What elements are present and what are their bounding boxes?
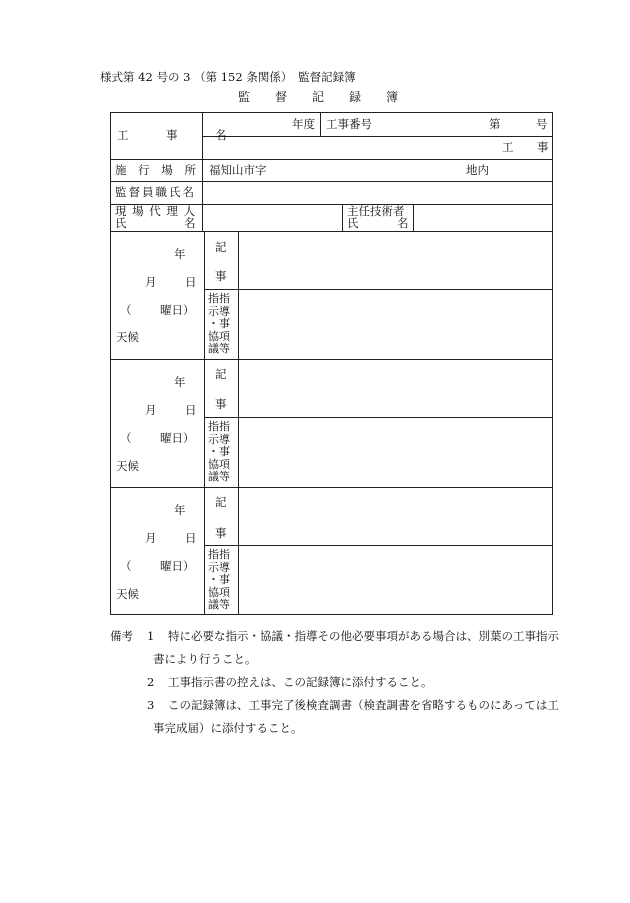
record-label-2: 事 [215, 526, 227, 540]
year-label: 年 [174, 247, 186, 261]
weekday-open: （ [120, 303, 132, 317]
record-label-1: 記 [215, 495, 227, 509]
construction-number-label: 工事番号 [326, 117, 372, 131]
remarks-label: 備考 [110, 629, 133, 643]
remark-number: 1 [147, 629, 155, 643]
weather-label: 天候 [116, 459, 139, 473]
construction-name-label: 工 事 名 [117, 128, 240, 142]
remark-text: 書により行うこと。 [153, 652, 257, 666]
year-label: 年 [174, 375, 186, 389]
remark-text: この記録簿は、工事完了後検査調書（検査調書を省略するものにあっては工 [168, 698, 559, 712]
weather-label: 天候 [116, 330, 139, 344]
dai-label: 第 [489, 117, 501, 131]
weekday-label: 曜日） [160, 303, 195, 317]
chinai-label: 地内 [466, 163, 489, 177]
record-label-1: 記 [215, 240, 227, 254]
record-label-2: 事 [215, 397, 227, 411]
weekday-label: 曜日） [160, 431, 195, 445]
agent-label-line1: 現 場 代 理 人 [115, 204, 197, 218]
day-label: 日 [185, 403, 197, 417]
agent-label-line2a: 氏 [115, 216, 127, 230]
instruction-label: 指 指 示 導 ・ 事 協 項 議 等 [208, 548, 230, 611]
chief-engineer-label-line2b: 名 [397, 216, 409, 230]
instruction-label: 指 指 示 導 ・ 事 協 項 議 等 [208, 420, 230, 483]
instruction-label: 指 指 示 導 ・ 事 協 項 議 等 [208, 292, 230, 355]
remark-number: 2 [147, 675, 155, 689]
remark-text: 工事指示書の控えは、この記録簿に添付すること。 [168, 675, 433, 689]
koji-label: 工 事 [502, 140, 555, 154]
day-label: 日 [185, 531, 197, 545]
month-label: 月 [145, 531, 157, 545]
supervisor-label: 監督員職氏名 [115, 185, 196, 199]
day-label: 日 [185, 275, 197, 289]
location-label: 施 行 場 所 [115, 163, 200, 177]
record-label-2: 事 [215, 269, 227, 283]
page-title: 監督記録簿 [238, 90, 424, 104]
weekday-open: （ [120, 559, 132, 573]
remark-text: 事完成届）に添付すること。 [153, 721, 303, 735]
fiscal-year-label: 年度 [292, 117, 315, 131]
record-label-1: 記 [215, 367, 227, 381]
remark-number: 3 [147, 698, 155, 712]
location-value[interactable]: 福知山市字 [209, 163, 267, 177]
weekday-open: （ [120, 431, 132, 445]
agent-label-line2b: 名 [184, 216, 196, 230]
chief-engineer-label-line2a: 氏 [347, 216, 359, 230]
month-label: 月 [145, 403, 157, 417]
remark-text: 特に必要な指示・協議・指導その他必要事項がある場合は、別葉の工事指示 [168, 629, 559, 643]
weather-label: 天候 [116, 587, 139, 601]
chief-engineer-label-line1: 主任技術者 [347, 204, 405, 218]
month-label: 月 [145, 275, 157, 289]
form-header: 様式第 42 号の 3 （第 152 条関係） 監督記録簿 [100, 70, 356, 84]
weekday-label: 曜日） [160, 559, 195, 573]
go-label: 号 [536, 117, 548, 131]
year-label: 年 [174, 503, 186, 517]
